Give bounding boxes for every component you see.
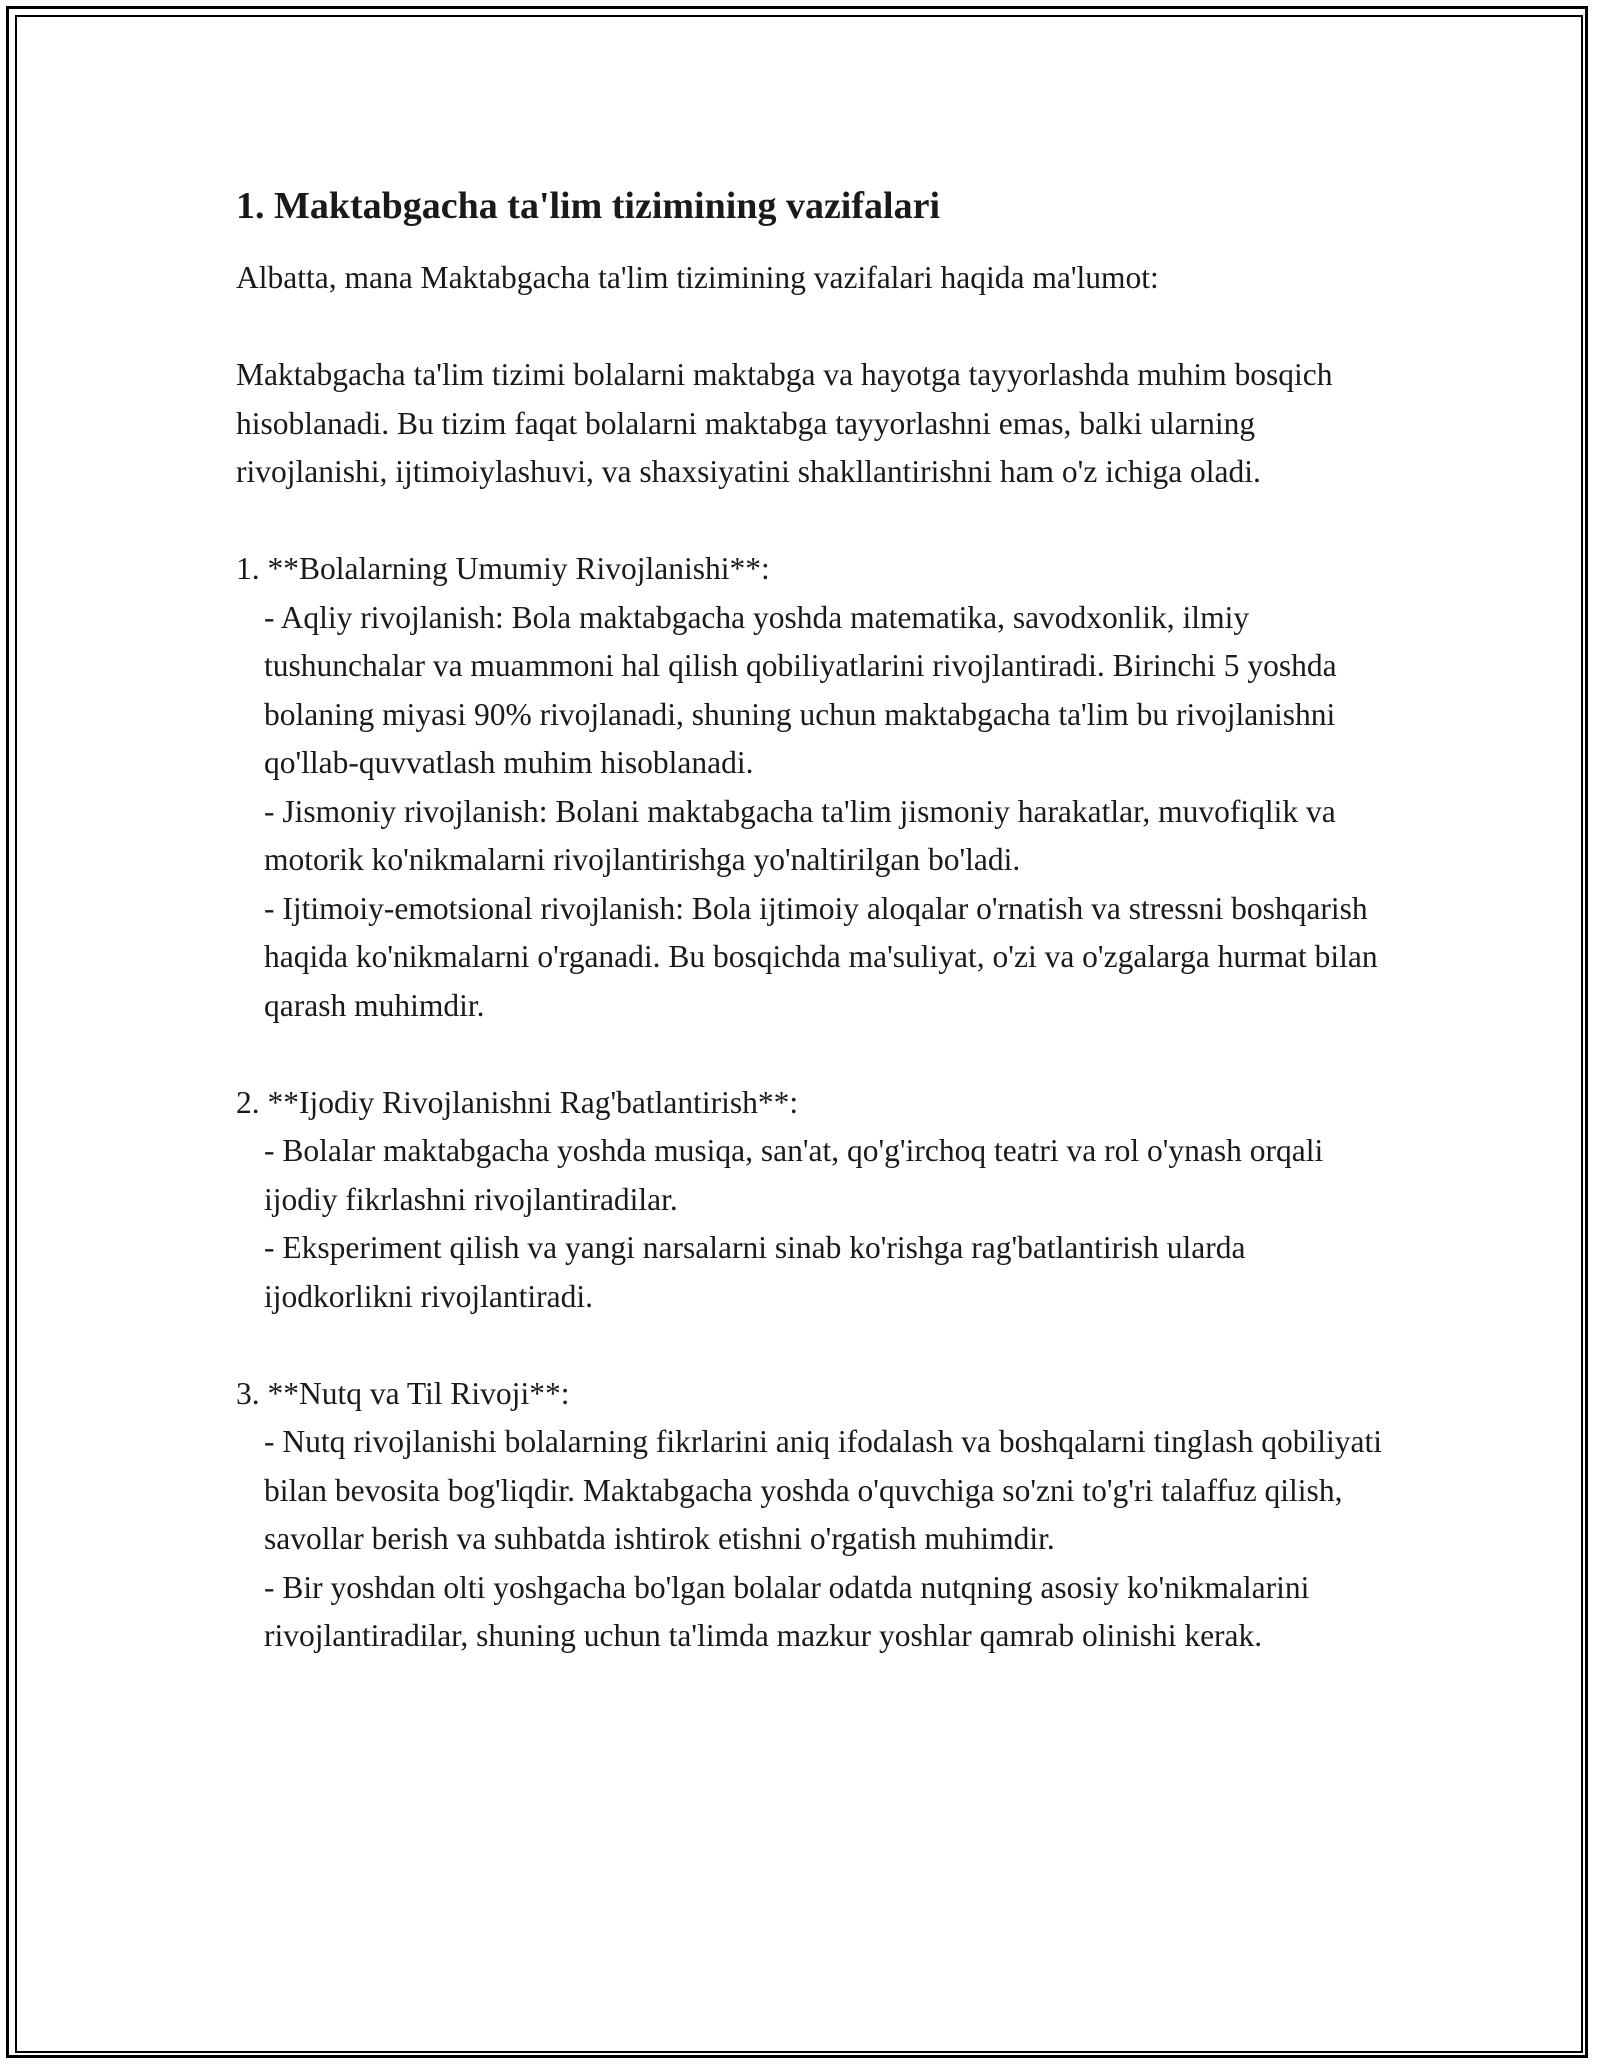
paragraph-gap: [236, 1321, 1386, 1370]
list-item: - Aqliy rivojlanish: Bola maktabgacha yoshda matematika, savodxonlik, ilmiy tushunchalar va muammoni hal qilish qobiliyatlarini rivojlantiradi. Birinchi 5 yoshda bolaning miyasi 90% rivojlanadi, shuning uchun maktabgacha ta'lim bu rivojlanishni qo'llab-quvvatlash muhim hisoblanadi.: [264, 599, 1345, 780]
section-heading: 3. **Nutq va Til Rivoji**:: [236, 1375, 570, 1411]
section-heading: 2. **Ijodiy Rivojlanishni Rag'batlantirish**:: [236, 1084, 799, 1120]
paragraph-gap: [236, 1030, 1386, 1079]
overview-paragraph: Maktabgacha ta'lim tizimi bolalarni maktabga va hayotga tayyorlashda muhim bosqich hisoblanadi. Bu tizim faqat bolalarni maktabga tayyorlashni emas, balki ularning rivojlanishi, ijtimoiylashuvi, va shaxsiyatini shakllantirishni ham o'z ichiga oladi.: [236, 357, 1341, 489]
list-item: - Nutq rivojlanishi bolalarning fikrlarini aniq ifodalash va boshqalarni tinglash qobiliyati bilan bevosita bog'liqdir. Maktabgacha yoshda o'quvchiga so'zni to'g'ri talaffuz qilish, savollar berish va suhbatda ishtirok etishni o'rgatish muhimdir.: [264, 1424, 1390, 1556]
document-content: [236, 182, 1390, 1661]
document-title: 1. Maktabgacha ta'lim tizimining vazifalari: [236, 185, 941, 227]
list-item: - Jismoniy rivojlanish: Bolani maktabgacha ta'lim jismoniy harakatlar, muvofiqlik va motorik ko'nikmalarni rivojlantirishga yo'naltirilgan bo'ladi.: [264, 793, 1344, 877]
list-item: - Ijtimoiy-emotsional rivojlanish: Bola ijtimoiy aloqalar o'rnatish va stressni boshqarish haqida ko'nikmalarni o'rganadi. Bu bosqichda ma'suliyat, o'zi va o'zgalarga hurmat bilan qarash muhimdir.: [264, 890, 1386, 1023]
intro-paragraph: Albatta, mana Maktabgacha ta'lim tizimining vazifalari haqida ma'lumot:: [236, 260, 1159, 295]
list-item: - Bir yoshdan olti yoshgacha bo'lgan bolalar odatda nutqning asosiy ko'nikmalarini rivojlantiradilar, shuning uchun ta'limda mazkur yoshlar qamrab olinishi kerak.: [264, 1569, 1318, 1653]
section-heading: 1. **Bolalarning Umumiy Rivojlanishi**:: [236, 551, 770, 586]
list-item: - Bolalar maktabgacha yoshda musiqa, san'at, qo'g'irchoq teatri va rol o'ynash orqali ijodiy fikrlashni rivojlantiradilar.: [264, 1133, 1332, 1217]
paragraph-gap: [236, 303, 1386, 352]
document-body: [236, 254, 1390, 1661]
list-item: - Eksperiment qilish va yangi narsalarni sinab ko'rishga rag'batlantirish ularda ijodkorlikni rivojlantiradi.: [264, 1230, 1254, 1314]
paragraph-gap: [236, 497, 1386, 546]
